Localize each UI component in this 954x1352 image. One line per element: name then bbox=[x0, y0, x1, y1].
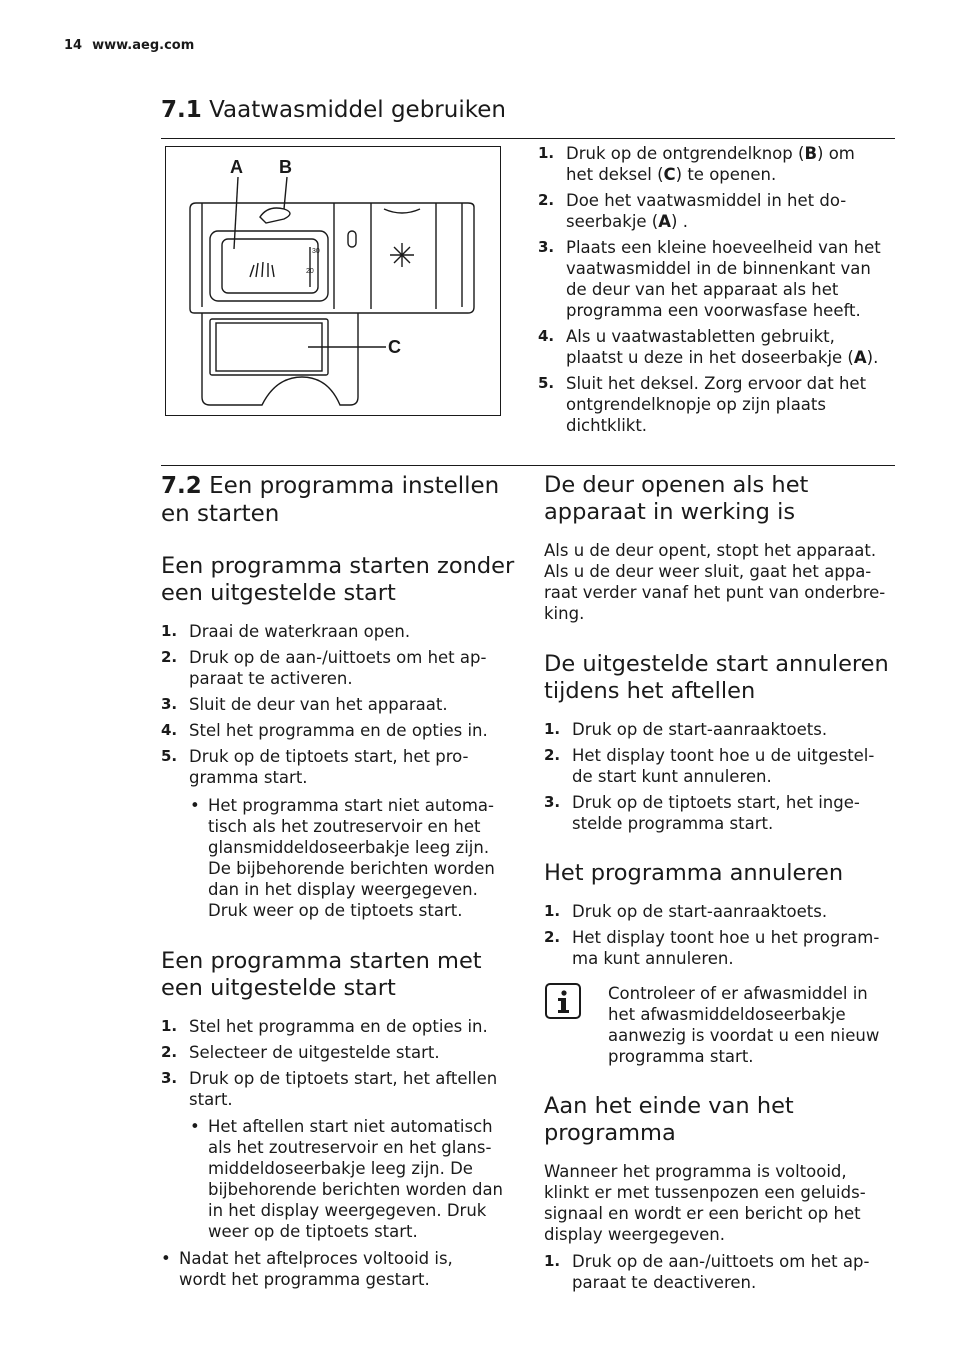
bullet-icon: • bbox=[190, 1117, 200, 1136]
list-item bbox=[161, 1248, 499, 1290]
list-item bbox=[538, 326, 886, 368]
list-item bbox=[544, 927, 894, 969]
list-item bbox=[190, 795, 514, 921]
section-7-1-title bbox=[161, 96, 506, 124]
step-text: Selecteer de uitgestelde start. bbox=[189, 1043, 440, 1062]
step-text: Als u vaatwastabletten gebruikt, plaatst u deze in het doseerbakje ( bbox=[566, 327, 854, 367]
step-text: Het display toont hoe u het program-ma kunt annuleren. bbox=[572, 928, 880, 968]
start-with-delay-bullet bbox=[190, 1116, 514, 1247]
label-b: B bbox=[279, 157, 292, 177]
list-item bbox=[544, 792, 894, 834]
list-item bbox=[544, 719, 894, 740]
bullet-text: Het programma start niet automa-tisch als het zoutreservoir en het glansmiddeldoseerbakje leeg zijn. De bijbehorende berichten worden dan in het display weergegeven. Druk weer op de tiptoets start. bbox=[208, 796, 495, 920]
detergent-dispenser-figure bbox=[165, 146, 501, 416]
list-item bbox=[161, 720, 511, 741]
mark-20: 20 bbox=[306, 268, 314, 275]
bullet-icon: • bbox=[161, 1249, 171, 1268]
info-glyph bbox=[547, 985, 579, 1017]
list-item bbox=[538, 143, 886, 185]
step-text: Plaats een kleine hoeveelheid van het vaatwasmiddel in de binnenkant van de deur van het apparaat als het programma een voorwasfase heeft. bbox=[566, 238, 881, 320]
start-without-delay-steps bbox=[161, 621, 511, 793]
step-number: 2. bbox=[538, 191, 555, 209]
step-number: 2. bbox=[161, 648, 178, 666]
step-text: Druk op de aan-/uittoets om het ap-paraat te deactiveren. bbox=[572, 1252, 870, 1292]
step-number: 1. bbox=[544, 902, 561, 920]
step-text: Druk op de aan-/uittoets om het ap-paraat te activeren. bbox=[189, 648, 487, 688]
subsection-title: Aan het einde van het programma bbox=[544, 1093, 794, 1146]
end-paragraph: Wanneer het programma is voltooid, klinkt er met tussenpozen een geluids-signaal en wordt er een bericht op het display weergegeven. bbox=[544, 1162, 866, 1244]
step-text: ) . bbox=[671, 212, 688, 231]
list-item bbox=[161, 621, 511, 642]
step-text: ). bbox=[866, 348, 879, 367]
step-number: 4. bbox=[538, 327, 555, 345]
end-steps bbox=[544, 1251, 894, 1298]
list-item bbox=[161, 647, 511, 689]
step-text: Druk op de ontgrendelknop ( bbox=[566, 144, 805, 163]
step-number: 2. bbox=[544, 928, 561, 946]
step-text: Sluit de deur van het apparaat. bbox=[189, 695, 448, 714]
subsection-title: Een programma starten met een uitgestelde start bbox=[161, 948, 482, 1001]
step-number: 5. bbox=[538, 374, 555, 392]
step-text: Druk op de tiptoets start, het pro-gramma start. bbox=[189, 747, 469, 787]
step-number: 3. bbox=[544, 793, 561, 811]
dispenser-illustration bbox=[166, 147, 500, 415]
cancel-delay-steps bbox=[544, 719, 894, 839]
step-number: 1. bbox=[538, 144, 555, 162]
list-item bbox=[538, 373, 886, 436]
mark-30: 30 bbox=[312, 248, 320, 255]
section-number: 7.2 bbox=[161, 473, 202, 499]
list-item bbox=[161, 1068, 511, 1110]
section-number: 7.1 bbox=[161, 97, 202, 123]
subsection-title: De deur openen als het apparaat in werking is bbox=[544, 472, 809, 525]
step-number: 3. bbox=[161, 1069, 178, 1087]
label-a: A bbox=[230, 157, 243, 177]
step-number: 3. bbox=[538, 238, 555, 256]
subsection-title: De uitgestelde start annuleren tijdens het aftellen bbox=[544, 651, 889, 704]
list-item bbox=[544, 1251, 894, 1293]
step-number: 4. bbox=[161, 721, 178, 739]
step-text: Stel het programma en de opties in. bbox=[189, 721, 488, 740]
bullet-icon: • bbox=[190, 796, 200, 815]
step-number: 1. bbox=[161, 1017, 178, 1035]
cancel-program-steps bbox=[544, 901, 894, 974]
step-text: Doe het vaatwasmiddel in het do-seerbakje ( bbox=[566, 191, 847, 231]
step-text: ) om het deksel ( bbox=[566, 144, 855, 184]
step-text: Het display toont hoe u de uitgestel-de start kunt annuleren. bbox=[572, 746, 875, 786]
start-without-delay-bullet bbox=[190, 795, 514, 926]
step-number: 5. bbox=[161, 747, 178, 765]
step-bold: A bbox=[853, 348, 867, 367]
section-7-2-title bbox=[161, 472, 521, 528]
page-number: 14 bbox=[64, 38, 83, 53]
note-text: Controleer of er afwasmiddel in het afwasmiddeldoseerbakje aanwezig is voordat u een nieuw programma start. bbox=[608, 984, 880, 1066]
list-item bbox=[161, 694, 511, 715]
section-rule bbox=[161, 138, 895, 139]
step-text: Druk op de tiptoets start, het aftellen start. bbox=[189, 1069, 498, 1109]
list-item bbox=[161, 746, 511, 788]
list-item bbox=[161, 1042, 511, 1063]
start-with-delay-steps bbox=[161, 1016, 511, 1115]
after-countdown-bullet bbox=[161, 1248, 499, 1295]
bullet-text: Nadat het aftelproces voltooid is, wordt het programma gestart. bbox=[179, 1249, 453, 1289]
list-item bbox=[544, 901, 894, 922]
bullet-text: Het aftellen start niet automatisch als het zoutreservoir en het glans-middeldoseerbakje leeg zijn. De bijbehorende berichten worden dan in het display weergegeven. Druk weer op de tiptoets start. bbox=[208, 1117, 504, 1241]
section-7-1-steps bbox=[538, 143, 886, 441]
step-text: ) te openen. bbox=[675, 165, 777, 184]
door-paragraph: Als u de deur opent, stopt het apparaat. Als u de deur weer sluit, gaat het appa-raat verder vanaf het punt van onderbre-king. bbox=[544, 541, 886, 623]
section-title: Een programma instellen en starten bbox=[161, 473, 500, 527]
section-rule bbox=[161, 465, 895, 466]
step-bold: C bbox=[663, 165, 676, 184]
step-number: 3. bbox=[161, 695, 178, 713]
page-header bbox=[64, 38, 194, 53]
info-icon bbox=[545, 983, 581, 1019]
list-item bbox=[190, 1116, 514, 1242]
step-text: Sluit het deksel. Zorg ervoor dat het ontgrendelknopje op zijn plaats dichtklikt. bbox=[566, 374, 867, 435]
step-text: Druk op de tiptoets start, het inge-stelde programma start. bbox=[572, 793, 860, 833]
website-url[interactable]: www.aeg.com bbox=[92, 38, 195, 53]
step-text: Stel het programma en de opties in. bbox=[189, 1017, 488, 1036]
label-c: C bbox=[388, 337, 401, 357]
step-number: 2. bbox=[161, 1043, 178, 1061]
step-number: 1. bbox=[544, 720, 561, 738]
list-item bbox=[161, 1016, 511, 1037]
step-number: 2. bbox=[544, 746, 561, 764]
step-text: Druk op de start-aanraaktoets. bbox=[572, 902, 828, 921]
step-text: Draai de waterkraan open. bbox=[189, 622, 411, 641]
list-item bbox=[544, 745, 894, 787]
step-bold: A bbox=[658, 212, 672, 231]
subsection-title: Het programma annuleren bbox=[544, 860, 844, 886]
section-title: Vaatwasmiddel gebruiken bbox=[209, 97, 506, 123]
list-item bbox=[538, 237, 886, 321]
step-bold: B bbox=[804, 144, 818, 163]
step-number: 1. bbox=[544, 1252, 561, 1270]
step-number: 1. bbox=[161, 622, 178, 640]
list-item bbox=[538, 190, 886, 232]
subsection-title: Een programma starten zonder een uitgestelde start bbox=[161, 553, 515, 606]
step-text: Druk op de start-aanraaktoets. bbox=[572, 720, 828, 739]
